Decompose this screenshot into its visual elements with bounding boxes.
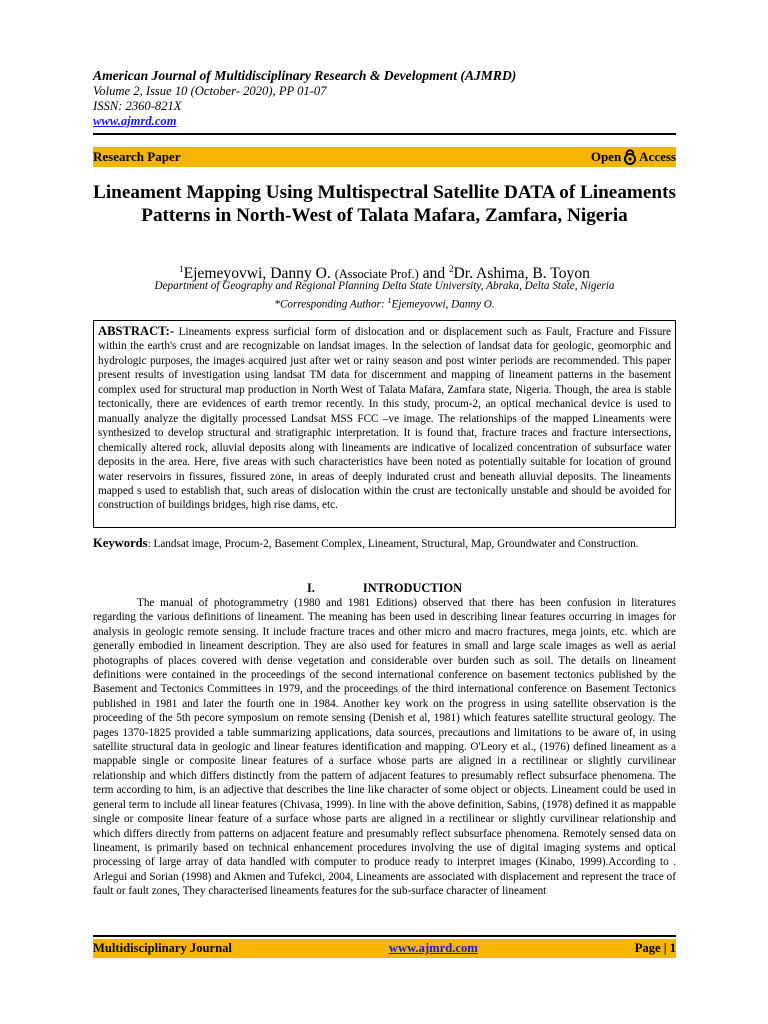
author-2-name: Dr. Ashima, B. Toyon: [453, 265, 590, 283]
page-footer: [93, 939, 676, 958]
journal-url-link[interactable]: www.ajmrd.com: [93, 114, 177, 128]
keywords-text: : Landsat image, Procum-2, Basement Complex, Lineament, Structural, Map, Groundwater and Construction.: [147, 538, 639, 550]
paper-type-label: Research Paper: [93, 149, 181, 164]
footer-url-link[interactable]: www.ajmrd.com: [388, 941, 478, 955]
abstract-box: [93, 320, 676, 528]
corresponding-prefix: *Corresponding Author:: [274, 298, 385, 311]
journal-header: [93, 68, 676, 129]
footer-rule: [93, 935, 676, 937]
author-2-sup: 2: [449, 264, 454, 274]
introduction-paragraph: The manual of photogrammetry (1980 and 1981 Editions) observed that there has been confusion in literatures regarding the various definitions of lineament. The meaning has been used in describing linear features occurring in images for analysis in geologic remote sensing. It include fracture traces and other micro and macro fractures, mega joints, etc. which are generally embodied in lineament description. They are also used for features in small and large scale images as well as aerial photographs of places covered with dense vegetation and considerable over burden such as soil. The details on lineament definitions were contained in the proceedings of the second international conference on basement tectonics published by the Basement and Tectonics Committees in 1979, and the proceedings of the third international conference on Basement Tectonics published in 1981 and later the fourth one in 1984. Another key work on the progress in using satellite observation is the proceeding of the 5th pecore symposium on remote sensing (Denish et al, 1981) which features satellite structural geology. The pages 1370-1825 provided a table summarizing applications, data sources, precautions and limitations to be aware of, in using satellite structural data in geologic and linear features identification and mapping. O'Leory et al., (1976) defined lineament as a mappable single or composite linear features of a surface whose parts are aligned in a rectilinear or slightly curvilinear relationship and which differs distinctly from the pattern of adjacent features to presumably reflect subsurface phenomena. The term according to him, is an adjective that describes the line like character of some object or objects. Lineament could be used in general term to include all linear features (Chivasa, 1999). In line with the above definition, Sabins, (1978) defined it as mappable single or composite linear feature of a surface whose parts are aligned in a rectilinear or slightly curvilinear relationship and which differs directly from patterns on adjacent feature and presumably reflect subsurface phenomena. Remotely sensed data on lineament, is primarily based on technical enhancement procedures involving the use of digital imaging systems and optical processing of large array of data handled with computer to produce ready to interpret images (Kinabo, 1999).According to . Arlegui and Sorian (1998) and Akmen and Tufekci, 2004, Lineaments are associated with displacement and represent the trace of fault or fault zones, They characterised lineaments features for the sub-surface character of lineament: [93, 597, 676, 898]
header-rule: [93, 133, 676, 135]
page-number: Page | 1: [634, 941, 676, 955]
open-label: Open: [590, 149, 622, 164]
section-number: I.: [306, 581, 315, 595]
open-access-lock-icon: [622, 149, 638, 165]
corresponding-sup: 1: [387, 296, 392, 305]
section-heading: [93, 581, 676, 596]
author-1-role: (Associate Prof.): [334, 267, 419, 282]
access-label: Access: [639, 149, 676, 164]
abstract-label: ABSTRACT:-: [98, 324, 175, 338]
abstract: [98, 324, 671, 513]
abstract-text: Lineaments express surficial form of dislocation and or displacement such as Fault, Fracture and Fissure within the earth's crust and are recognizable on landsat images. In the selection of landsat data for geologic, geomorphic and hydrologic purposes, the images acquired just after wet or rainy season and post winter periods are recommended. This paper present results of investigation using landsat TM data for discernment and mapping of lineament patterns in the basement complex used for structural map production in North West of Talata Mafara, Zamfara state, Nigeria. Though, the area is stable tectonically, there are evidences of earth tremor recently. In this study, procum-2, an optical mechanical device is used to manually analyze the digitally processed Landsat MSS FCC –ve image. The relationships of the mapped Lineaments were synthesized to develop structural and stratigraphic interpretation. It is found that, fracture traces and fracture intersections, chemically altered rock, alluvial deposits along with lineaments are indicative of localized concentration of subsurface water deposits in the area. Here, five areas with such characteristics have been noted as potentially suitable for location of ground water reservoirs in fissures, fissured zone, in areas of deeply indurated crust and beneath alluvial deposits. The lineaments mapped s used to establish that, such areas of dislocation within the crust are tectonically unstable and should be avoided for construction of buildings bridges, high rise dams, etc.: [98, 326, 672, 512]
journal-name: American Journal of Multidisciplinary Research & Development (AJMRD): [93, 68, 517, 83]
journal-volume: Volume 2, Issue 10 (October- 2020), PP 01-07: [93, 84, 327, 98]
paper-title: Lineament Mapping Using Multispectral Satellite DATA of Lineaments Patterns in North-West of Talata Mafara, Zamfara, Nigeria: [93, 182, 676, 226]
section-title: INTRODUCTION: [362, 581, 463, 595]
open-access-badge: [591, 149, 676, 165]
research-paper-banner: [93, 147, 676, 167]
corresponding-author: [93, 293, 676, 313]
author-1-sup: 1: [179, 264, 184, 274]
keywords-label: Keywords: [93, 536, 148, 550]
footer-journal: Multidisciplinary Journal: [93, 941, 232, 955]
affiliation: Department of Geography and Regional Planning Delta State University, Abraka, Delta State, Nigeria: [154, 280, 615, 292]
keywords: [93, 536, 676, 552]
corresponding-name: Ejemeyovwi, Danny O.: [391, 298, 495, 311]
author-and: and: [422, 265, 446, 283]
author-1-name: Ejemeyovwi, Danny O.: [183, 265, 331, 283]
journal-issn: ISSN: 2360-821X: [93, 99, 182, 113]
